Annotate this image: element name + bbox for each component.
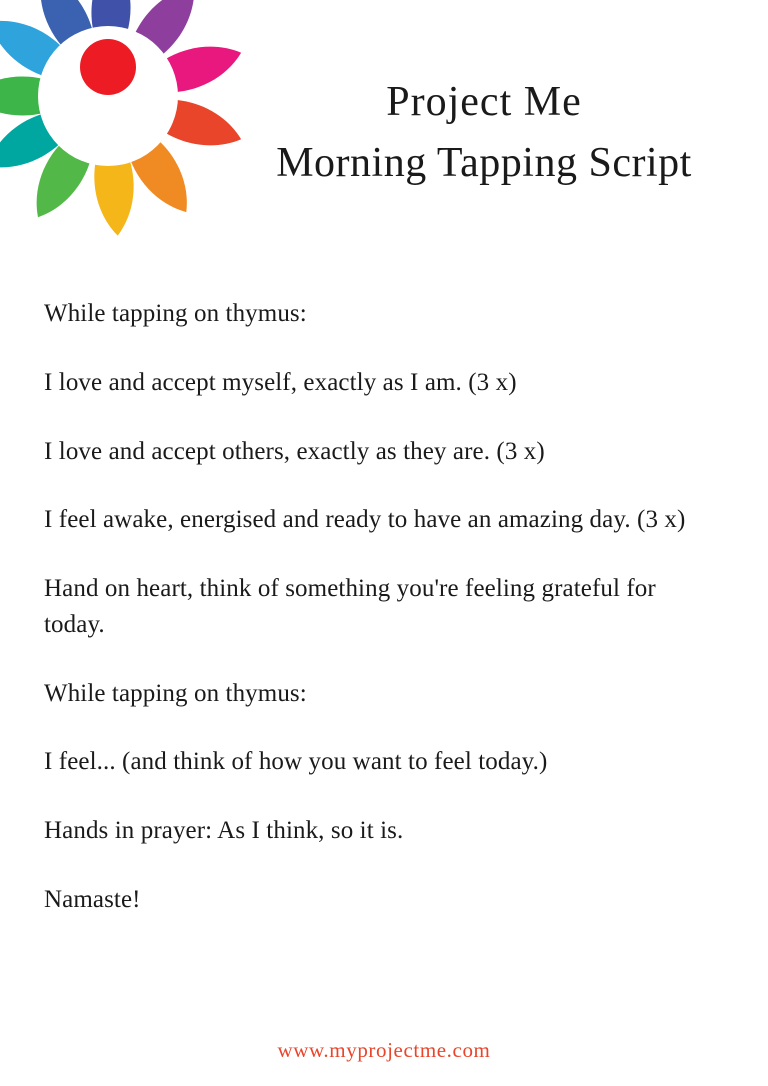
page-title: [210, 72, 758, 194]
footer: [0, 1038, 768, 1063]
script-paragraph: I feel... (and think of how you want to feel today.): [44, 748, 548, 776]
flower-center-dot: [80, 39, 136, 95]
script-paragraph: I love and accept myself, exactly as I am. (3 x): [44, 368, 517, 396]
title-line-1: Project Me: [386, 79, 582, 125]
script-paragraph: While tapping on thymus:: [44, 300, 307, 327]
script-paragraph: Hands in prayer: As I think, so it is.: [44, 817, 404, 844]
script-paragraph: Namaste!: [44, 885, 141, 913]
script-paragraph: Hand on heart, think of something you're feeling grateful for today.: [44, 575, 656, 638]
website-url[interactable]: www.myprojectme.com: [277, 1038, 491, 1062]
title-line-2: Morning Tapping Script: [276, 139, 692, 186]
tapping-script-body: [44, 296, 704, 918]
script-paragraph: I feel awake, energised and ready to have an amazing day. (3 x): [44, 506, 686, 534]
script-paragraph: While tapping on thymus:: [44, 679, 307, 707]
script-paragraph: I love and accept others, exactly as they are. (3 x): [44, 437, 545, 465]
